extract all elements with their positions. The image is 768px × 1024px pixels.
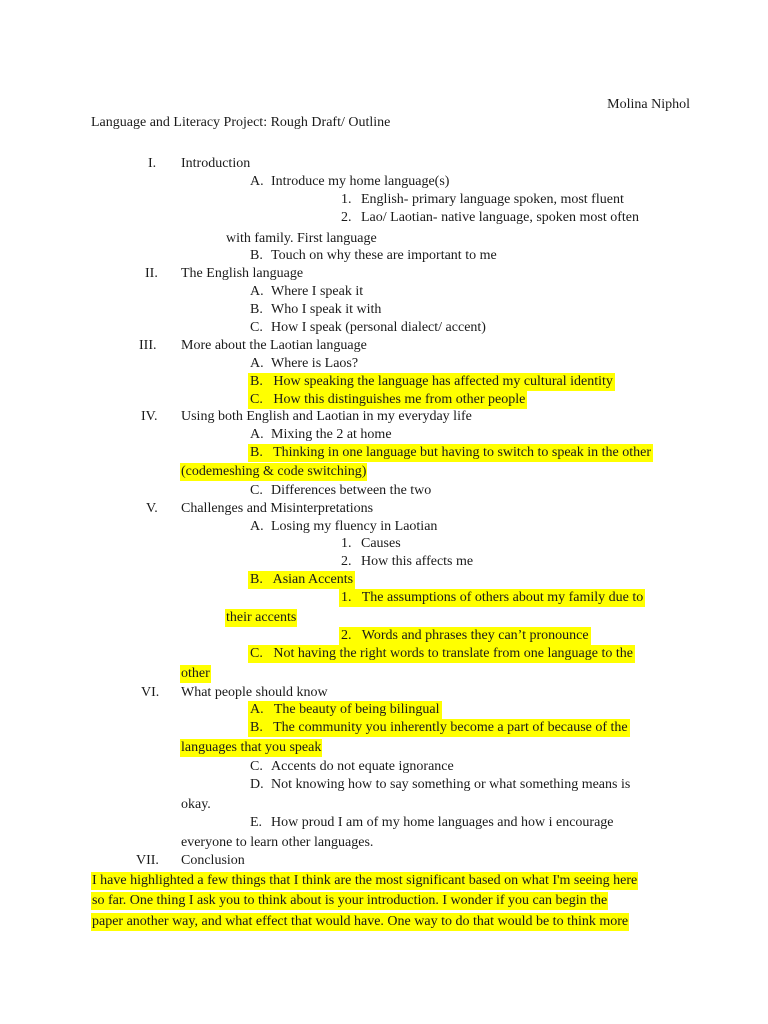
outline-item: Who I speak it with [271,302,382,317]
highlighted-continuation: their accents [226,610,297,625]
outline-item: How speaking the language has affected my cultural identity [273,374,613,389]
roman-numeral: V. [146,501,158,516]
outline-item: Asian Accents [272,572,354,587]
document-title: Language and Literacy Project: Rough Draft/ Outline [91,115,391,130]
author-name: Molina Niphol [607,97,690,112]
comment-line: paper another way, and what effect that would have. One way to do that would be to think more [92,914,629,929]
outline-item: Differences between the two [271,483,432,498]
section-title: The English language [181,266,304,281]
outline-item: Introduce my home language(s) [271,174,450,189]
item-marker: A. [250,284,264,299]
outline-item-continuation: okay. [181,797,211,812]
item-marker: A. [250,519,264,534]
item-marker: B. [250,572,263,587]
roman-numeral: VI. [141,685,160,700]
highlighted-item [248,645,635,663]
item-marker: B. [250,248,263,263]
item-marker: 2. [341,628,352,643]
section-title: What people should know [181,685,328,700]
outline-item: How this distinguishes me from other people [273,392,526,407]
item-marker: B. [250,374,263,389]
item-marker: 2. [341,554,352,569]
outline-item-continuation: everyone to learn other languages. [181,835,374,850]
highlighted-item [248,701,442,719]
highlighted-continuation: other [181,666,210,681]
outline-item: How I speak (personal dialect/ accent) [271,320,486,335]
item-marker: 1. [341,192,352,207]
outline-item: The assumptions of others about my family due to [361,590,644,605]
outline-item-continuation: with family. First language [226,231,377,246]
section-title: Using both English and Laotian in my everyday life [181,409,472,424]
outline-item: Mixing the 2 at home [271,427,392,442]
comment-line: so far. One thing I ask you to think about is your introduction. I wonder if you can begin the [92,893,608,908]
outline-item: Lao/ Laotian- native language, spoken most often [361,210,639,225]
outline-item: The community you inherently become a part of because of the [273,720,628,735]
item-marker: B. [250,720,263,735]
item-marker: B. [250,302,263,317]
outline-item: English- primary language spoken, most fluent [361,192,624,207]
outline-item: Not knowing how to say something or what something means is [271,777,631,792]
outline-item: Losing my fluency in Laotian [271,519,438,534]
outline-item: Where I speak it [271,284,364,299]
item-marker: A. [250,174,264,189]
outline-item: Thinking in one language but having to switch to speak in the other [273,445,652,460]
highlighted-continuation: (codemeshing & code switching) [181,464,367,479]
section-title: Introduction [181,156,251,171]
outline-item: Words and phrases they can’t pronounce [361,628,589,643]
highlighted-continuation: languages that you speak [181,740,322,755]
item-marker: B. [250,445,263,460]
outline-item: How this affects me [361,554,474,569]
roman-numeral: VII. [136,853,159,868]
item-marker: C. [250,392,263,407]
item-marker: C. [250,320,263,335]
outline-item: Touch on why these are important to me [271,248,497,263]
item-marker: 1. [341,536,352,551]
item-marker: D. [250,777,264,792]
highlighted-item [339,589,645,607]
highlighted-item [339,627,591,645]
outline-item: Accents do not equate ignorance [271,759,454,774]
highlighted-item [248,719,630,737]
item-marker: 2. [341,210,352,225]
highlighted-item [248,571,355,589]
item-marker: A. [250,427,264,442]
highlighted-item [248,373,615,391]
section-title: Conclusion [181,853,245,868]
outline-item: How proud I am of my home languages and how i encourage [271,815,614,830]
section-title: Challenges and Misinterpretations [181,501,374,516]
comment-line: I have highlighted a few things that I think are the most significant based on what I'm seeing here [92,873,638,888]
roman-numeral: III. [139,338,157,353]
roman-numeral: II. [145,266,158,281]
item-marker: C. [250,483,263,498]
item-marker: A. [250,356,264,371]
item-marker: 1. [341,590,352,605]
item-marker: C. [250,646,263,661]
item-marker: A. [250,702,264,717]
item-marker: E. [250,815,263,830]
roman-numeral: IV. [141,409,158,424]
highlighted-item [248,444,653,462]
highlighted-item [248,391,527,409]
outline-item: The beauty of being bilingual [273,702,440,717]
outline-item: Not having the right words to translate from one language to the [273,646,633,661]
outline-item: Causes [361,536,401,551]
roman-numeral: I. [148,156,157,171]
section-title: More about the Laotian language [181,338,367,353]
outline-item: Where is Laos? [271,356,359,371]
item-marker: C. [250,759,263,774]
